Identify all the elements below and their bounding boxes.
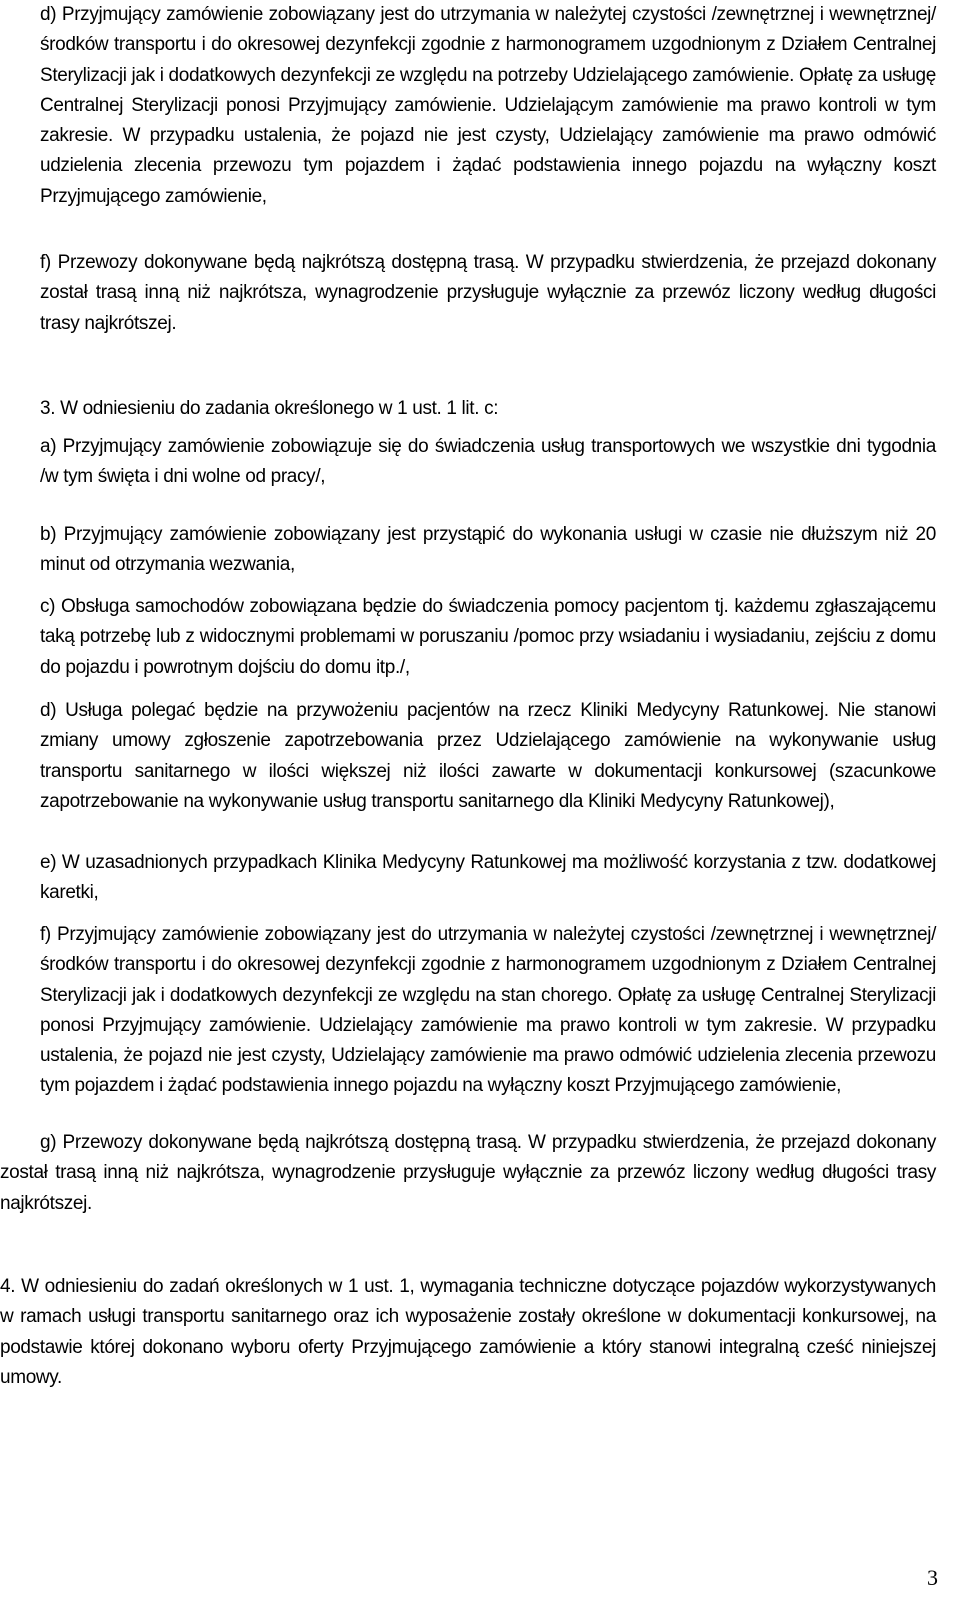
paragraph-3e-additional-ambulance: e) W uzasadnionych przypadkach Klinika Medycyny Ratunkowej ma możliwość korzystania z tzw. dodatkowej karetki,	[40, 852, 936, 904]
section-heading-3: 3. W odniesieniu do zadania określonego w 1 ust. 1 lit. c:	[40, 398, 499, 419]
paragraph-3d-emergency-medicine-clinic: d) Usługa polegać będzie na przywożeniu pacjentów na rzecz Kliniki Medycyny Ratunkowej. Nie stanowi zmiany umowy zgłoszenie zapotrzebowania przez Udzielającego zamówienie na wykonywanie usług transportu sanitarnego w ilości większej niż ilości zawarte w dokumentacji konkursowej (szacunkowe zapotrzebowanie na wykonywanie usług transportu sanitarnego dla Kliniki Medycyny Ratunkowej),	[40, 700, 936, 812]
paragraph-d-vehicle-cleanliness: d) Przyjmujący zamówienie zobowiązany jest do utrzymania w należytej czystości /zewnętrznej i wewnętrznej/ środków transportu i do okresowej dezynfekcji zgodnie z harmonogramem uzgodnionym z Działem Centralnej Sterylizacji jak i dodatkowych dezynfekcji ze względu na potrzeby Udzielającego zamówienie. Opłatę za usługę Centralnej Sterylizacji ponosi Przyjmujący zamówienie. Udzielającym zamówienie ma prawo kontroli w tym zakresie. W przypadku ustalenia, że pojazd nie jest czysty, Udzielający zamówienie ma prawo odmówić udzielenia zlecenia przewozu tym pojazdem i żądać podstawienia innego pojazdu na wyłączny koszt Przyjmującego zamówienie,	[40, 4, 936, 207]
paragraph-3b-response-time: b) Przyjmujący zamówienie zobowiązany jest przystąpić do wykonania usługi w czasie nie dłuższym niż 20 minut od otrzymania wezwania,	[40, 524, 936, 576]
paragraph-f-shortest-route: f) Przewozy dokonywane będą najkrótszą dostępną trasą. W przypadku stwierdzenia, że przejazd dokonany został trasą inną niż najkrótsza, wynagrodzenie przysługuje wyłącznie za przewóz liczony według długości trasy najkrótszej.	[40, 252, 936, 334]
paragraph-4-technical-requirements: 4. W odniesieniu do zadań określonych w 1 ust. 1, wymagania techniczne dotyczące pojazdów wykorzystywanych w ramach usługi transportu sanitarnego oraz ich wyposażenie zostały określone w dokumentacji konkursowej, na podstawie której dokonano wyboru oferty Przyjmującego zamówienie a który stanowi integralną cześć niniejszej umowy.	[0, 1276, 936, 1388]
page-number: 3	[927, 1565, 938, 1590]
paragraph-3f-vehicle-cleanliness: f) Przyjmujący zamówienie zobowiązany jest do utrzymania w należytej czystości /zewnętrznej i wewnętrznej/ środków transportu i do okresowej dezynfekcji zgodnie z harmonogramem uzgodnionym z Działem Centralnej Sterylizacji jak i dodatkowych dezynfekcji ze względu na stan chorego. Opłatę za usługę Centralnej Sterylizacji ponosi Przyjmujący zamówienie. Udzielający zamówienie ma prawo kontroli w tym zakresie. W przypadku ustalenia, że pojazd nie jest czysty, Udzielający zamówienie ma prawo odmówić udzielenia zlecenia przewozu tym pojazdem i żądać podstawienia innego pojazdu na wyłączny koszt Przyjmującego zamówienie,	[40, 924, 936, 1097]
paragraph-3g-shortest-route: g) Przewozy dokonywane będą najkrótszą dostępną trasą. W przypadku stwierdzenia, że przejazd dokonany został trasą inną niż najkrótsza, wynagrodzenie przysługuje wyłącznie za przewóz liczony według długości trasy najkrótszej.	[0, 1132, 936, 1214]
paragraph-3a-transport-all-days: a) Przyjmujący zamówienie zobowiązuje się do świadczenia usług transportowych we wszystkie dni tygodnia /w tym święta i dni wolne od pracy/,	[40, 436, 936, 488]
paragraph-3c-patient-assistance: c) Obsługa samochodów zobowiązana będzie do świadczenia pomocy pacjentom tj. każdemu zgłaszającemu taką potrzebę lub z widocznymi problemami w poruszaniu /pomoc przy wsiadaniu i wysiadaniu, zejściu z domu do pojazdu i powrotnym dojściu do domu itp./,	[40, 596, 936, 678]
